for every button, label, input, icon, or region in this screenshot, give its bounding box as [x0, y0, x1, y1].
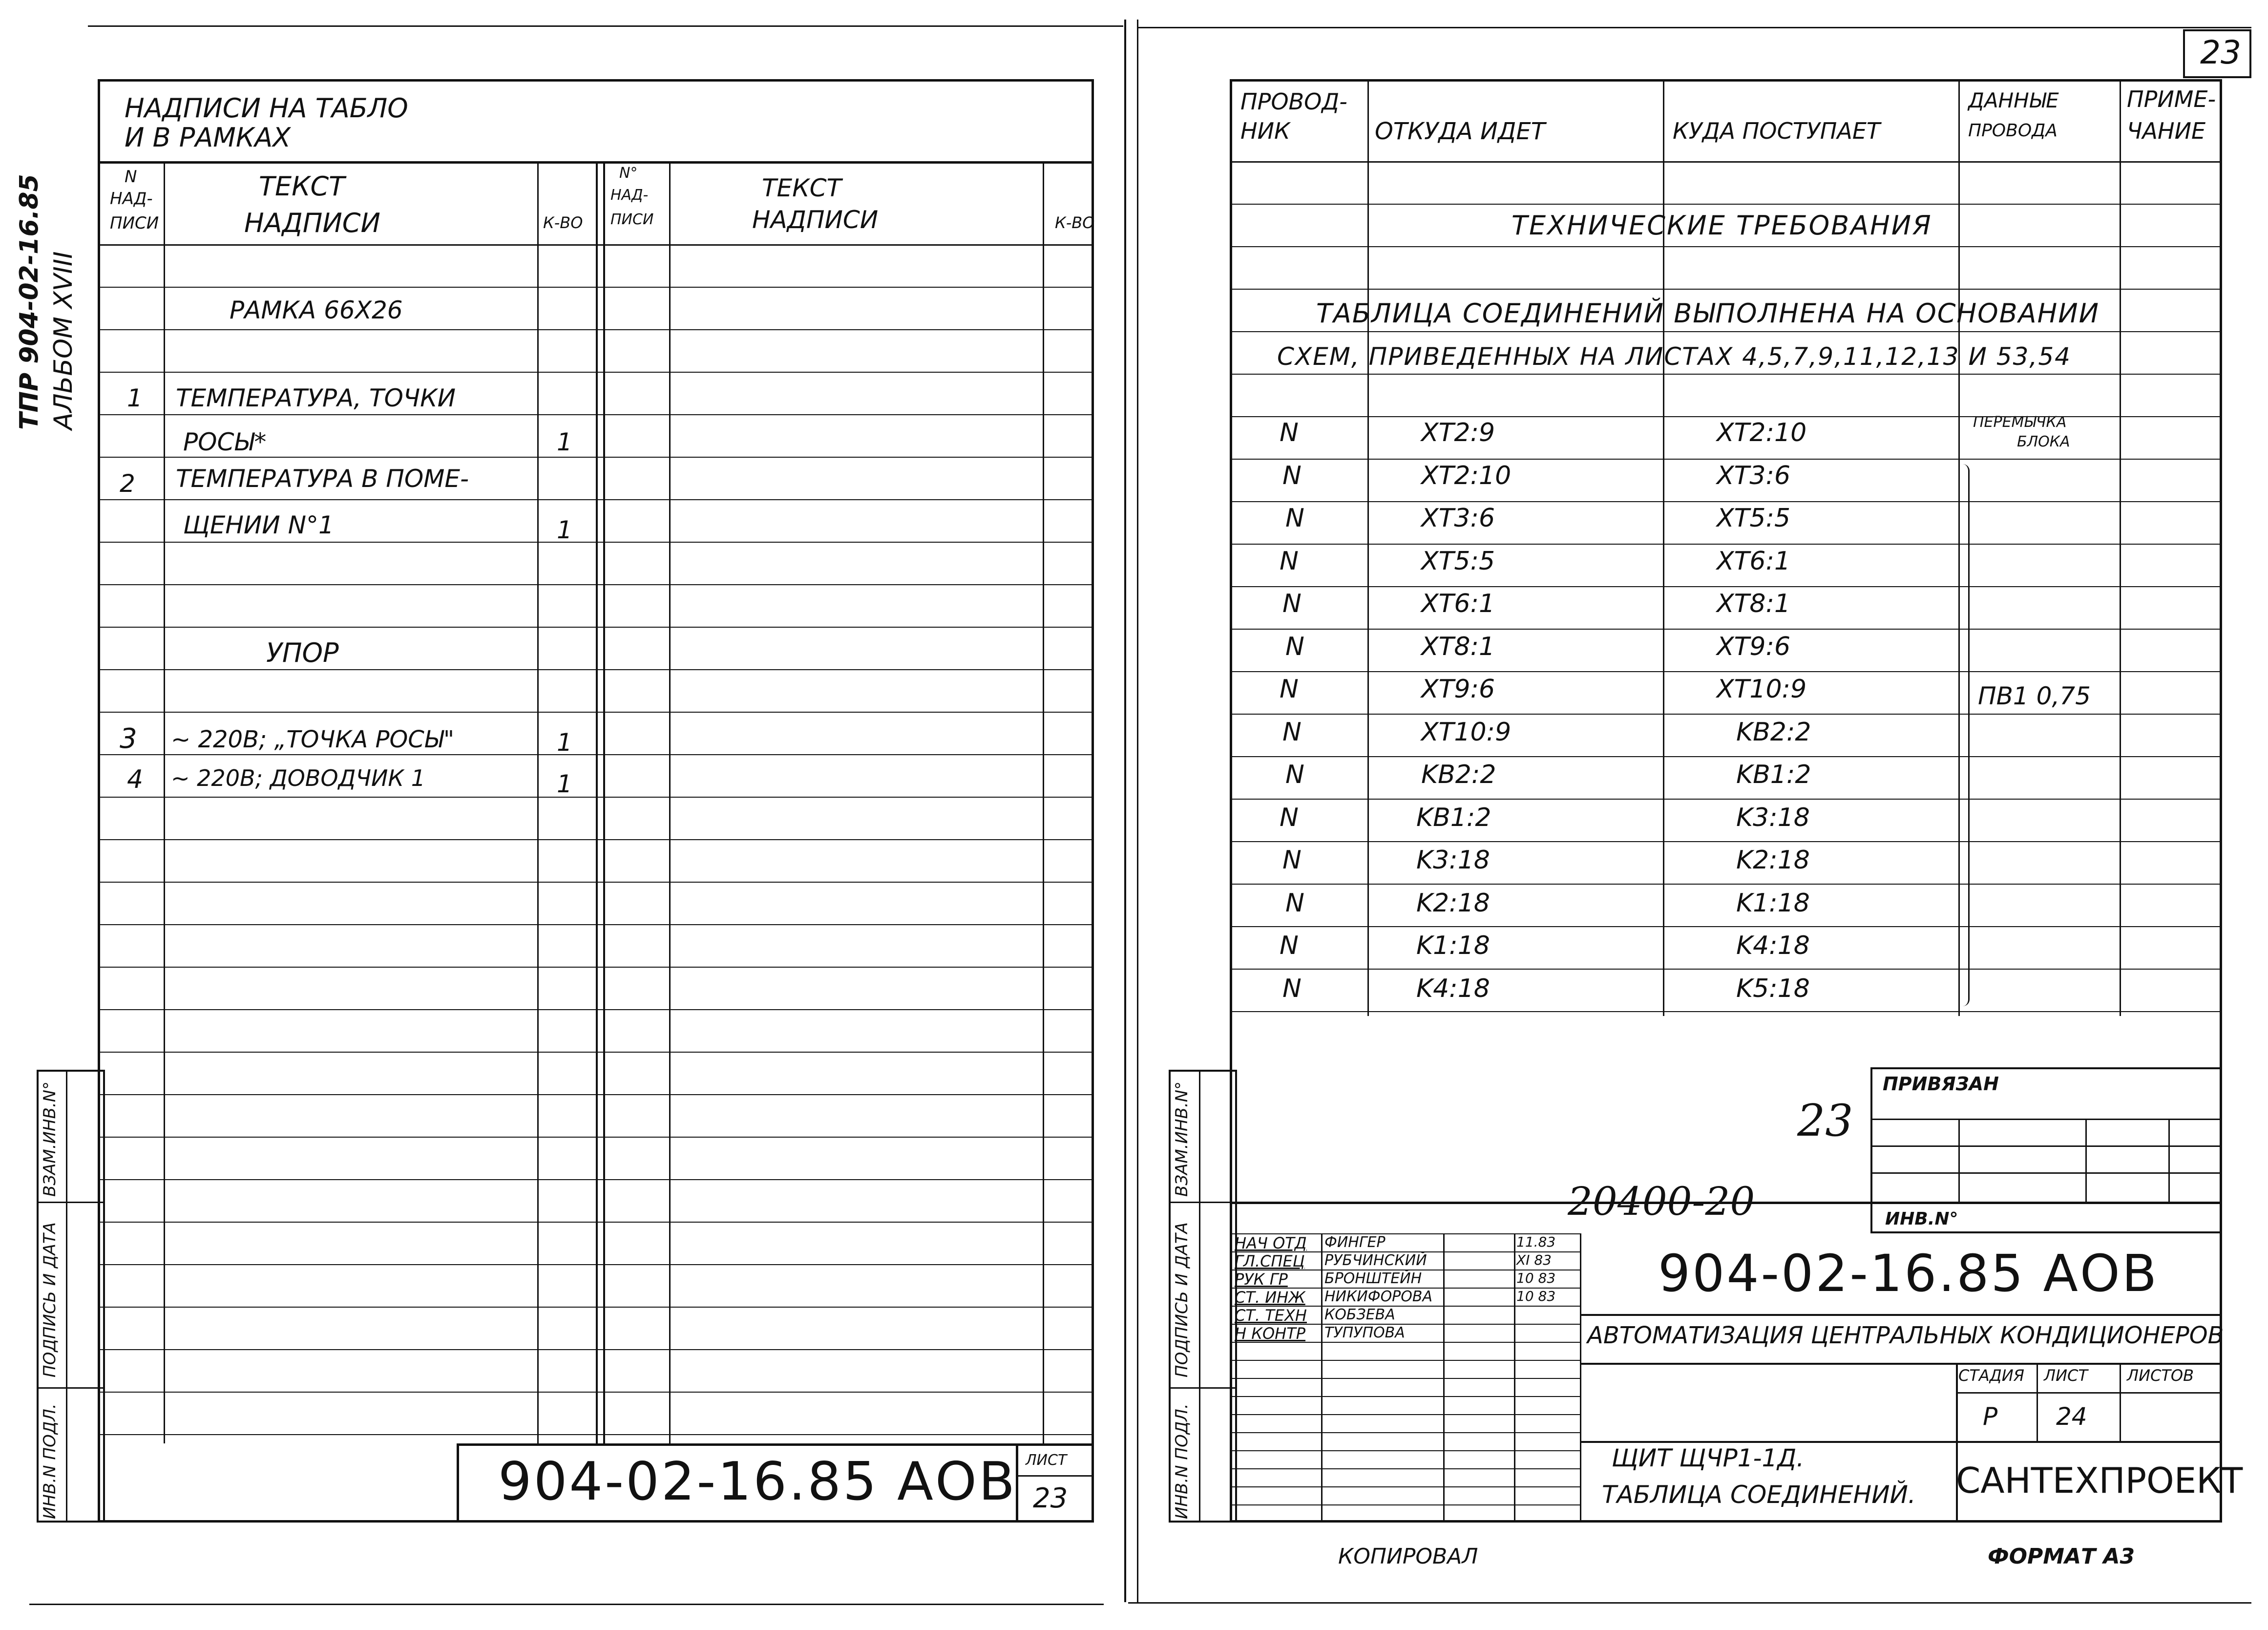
- bottom-cut-line-right: [1128, 1602, 2251, 1604]
- right-row-line-8: [1230, 501, 2222, 502]
- left-row-num-6: 3: [120, 723, 137, 755]
- date-2: 10 83: [1516, 1270, 1556, 1286]
- row-wire-3: N: [1280, 546, 1299, 576]
- stage-header-bottom: [1956, 1392, 2222, 1394]
- drawing-title-1: ЩИТ ЩЧР1-1Д.: [1612, 1444, 1805, 1472]
- project-title: АВТОМАТИЗАЦИЯ ЦЕНТРАЛЬНЫХ КОНДИЦИОНЕРОВ: [1587, 1322, 2224, 1349]
- format-label: ФОРМАТ А3: [1988, 1544, 2135, 1569]
- sheet-value: 24: [2056, 1402, 2087, 1431]
- row-wire-2: N: [1285, 504, 1304, 533]
- wire-data: ПВ1 0,75: [1978, 682, 2091, 710]
- right-stamp-label-1: ИНВ.N ПОДЛ.: [1172, 1403, 1192, 1519]
- row-from-10: K3:18: [1416, 846, 1490, 875]
- row-to-11: K1:18: [1736, 888, 1810, 918]
- row-from-4: XT6:1: [1421, 589, 1495, 618]
- stage-bottom: [1580, 1441, 2222, 1443]
- right-row-line-6: [1230, 416, 2222, 417]
- inv-no-label: ИНВ.N°: [1885, 1209, 1958, 1229]
- left-row-qty-7: 1: [557, 770, 572, 798]
- row-wire-9: N: [1280, 803, 1299, 832]
- left-row-text-6: ~ 220В; „ТОЧКА РОСЫ": [171, 726, 455, 753]
- row-wire-5: N: [1285, 632, 1304, 661]
- sig-row-line-11: [1230, 1432, 1580, 1433]
- left-row-text-5: УПОР: [266, 637, 339, 668]
- row-to-8: KB1:2: [1736, 760, 1811, 789]
- note-line-2: СХЕМ, ПРИВЕДЕННЫХ НА ЛИСТАХ 4,5,7,9,11,12,13 И 53,54: [1277, 342, 2071, 371]
- role-5: Н КОНТР: [1235, 1324, 1306, 1343]
- date-3: 10 83: [1516, 1288, 1556, 1304]
- name-5: ТУПУПОВА: [1324, 1324, 1405, 1341]
- hdr-qty: К-ВО: [543, 213, 583, 232]
- hdr-text-1: ТЕКСТ: [259, 171, 345, 202]
- name-3: НИКИФОРОВА: [1324, 1288, 1432, 1305]
- right-row-line-14: [1230, 756, 2222, 757]
- right-doc-code: 904-02-16.85 АОВ: [1658, 1244, 2159, 1303]
- right-header-bottom: [1230, 161, 2222, 163]
- hdr-num2-2: НАД-: [610, 187, 649, 204]
- right-row-line-9: [1230, 544, 2222, 545]
- right-row-line-10: [1230, 586, 2222, 587]
- hdr-wire-2: НИК: [1240, 118, 1290, 144]
- top-edge-right: [1138, 27, 2251, 28]
- left-row-num-1: 1: [127, 384, 143, 412]
- hdr-note-2: ЧАНИЕ: [2127, 118, 2206, 144]
- left-row-text-0: РАМКА 66Х26: [230, 296, 403, 324]
- name-4: КОБЗЕВА: [1324, 1306, 1395, 1323]
- privy-v2: [2085, 1119, 2087, 1202]
- jumper-note-2: БЛОКА: [2017, 433, 2070, 450]
- privy-v1: [1958, 1119, 1960, 1202]
- row-from-9: KB1:2: [1416, 803, 1491, 832]
- row-wire-0: N: [1280, 418, 1299, 447]
- left-row-text-2: РОСЫ*: [183, 428, 267, 456]
- sig-row-line-14: [1230, 1486, 1580, 1487]
- side-label-1: ТПР 904-02-16.85: [15, 174, 44, 430]
- copied-label: КОПИРОВАЛ: [1338, 1544, 1478, 1569]
- right-row-line-3: [1230, 289, 2222, 290]
- row-to-9: K3:18: [1736, 803, 1810, 832]
- left-row-text-3: ТЕМПЕРАТУРА В ПОМЕ-: [176, 465, 469, 493]
- hdr-text-2: НАДПИСИ: [244, 208, 380, 238]
- right-row-line-20: [1230, 1011, 2222, 1012]
- left-row-qty-6: 1: [557, 728, 572, 757]
- row-wire-10: N: [1282, 846, 1302, 875]
- row-wire-12: N: [1280, 931, 1299, 960]
- title-bottom: [1580, 1363, 2222, 1365]
- right-row-line-12: [1230, 671, 2222, 672]
- sheet-col: [2037, 1363, 2038, 1441]
- row-to-7: KB2:2: [1736, 717, 1811, 747]
- stage-value: Р: [1983, 1402, 1998, 1431]
- hdr-data-2: ПРОВОДА: [1968, 121, 2058, 141]
- sig-row-line-8: [1230, 1378, 1580, 1379]
- right-row-line-16: [1230, 841, 2222, 842]
- row-from-0: XT2:9: [1421, 418, 1495, 447]
- left-row-qty-4: 1: [557, 516, 572, 544]
- row-wire-8: N: [1285, 760, 1304, 789]
- name-2: БРОНШТЕЙН: [1324, 1270, 1422, 1287]
- row-to-2: XT5:5: [1717, 504, 1791, 533]
- sheets-label: ЛИСТОВ: [2127, 1366, 2194, 1385]
- privyazan-label: ПРИВЯЗАН: [1883, 1073, 1999, 1095]
- right-stamp-label-2: ПОДПИСЬ И ДАТА: [1172, 1222, 1192, 1377]
- row-wire-11: N: [1285, 888, 1304, 918]
- hdr-qty2: К-ВО: [1055, 213, 1095, 232]
- hdr-to: КУДА ПОСТУПАЕТ: [1673, 118, 1880, 144]
- row-to-12: K4:18: [1736, 931, 1810, 960]
- right-row-line-2: [1230, 246, 2222, 247]
- row-from-3: XT5:5: [1421, 546, 1495, 576]
- row-to-3: XT6:1: [1717, 546, 1791, 576]
- sig-row-line-13: [1230, 1468, 1580, 1469]
- row-wire-4: N: [1282, 589, 1302, 618]
- hdr-num2-3: ПИСИ: [610, 211, 654, 228]
- left-row-text-7: ~ 220В; ДОВОДЧИК 1: [171, 765, 425, 791]
- left-stamp-label-1: ИНВ.N ПОДЛ.: [40, 1403, 60, 1519]
- left-row-qty-2: 1: [557, 428, 572, 456]
- hdr-data-1: ДАННЫЕ: [1968, 88, 2059, 112]
- tech-title: ТЕХНИЧЕСКИЕ ТРЕБОВАНИЯ: [1512, 210, 1932, 241]
- right-col-note-line: [2120, 79, 2121, 1016]
- row-to-1: XT3:6: [1717, 461, 1791, 490]
- hdr-num-3: ПИСИ: [110, 213, 159, 233]
- hdr-text2-1: ТЕКСТ: [762, 174, 842, 202]
- left-row-num-7: 4: [127, 765, 144, 794]
- handwritten-number: 20400-20: [1568, 1179, 1755, 1224]
- right-col-from-line: [1367, 79, 1369, 1016]
- row-to-10: K2:18: [1736, 846, 1810, 875]
- right-row-line-7: [1230, 459, 2222, 460]
- role-3: СТ. ИНЖ: [1235, 1288, 1305, 1307]
- left-stamp-label-3: ВЗАМ.ИНВ.N°: [40, 1081, 60, 1197]
- sig-col-end: [1580, 1233, 1581, 1523]
- sheet-number: 23: [2200, 34, 2241, 71]
- stage-label: СТАДИЯ: [1958, 1366, 2024, 1385]
- name-1: РУБЧИНСКИЙ: [1324, 1252, 1427, 1269]
- row-from-1: XT2:10: [1421, 461, 1512, 490]
- privy-h4: [1870, 1202, 2222, 1203]
- right-row-line-17: [1230, 884, 2222, 885]
- right-row-line-4: [1230, 331, 2222, 332]
- hdr-wire-1: ПРОВОД-: [1240, 88, 1347, 115]
- row-to-6: XT10:9: [1717, 675, 1807, 704]
- hdr-text2-2: НАДПИСИ: [752, 206, 879, 234]
- sig-row-line-15: [1230, 1504, 1580, 1505]
- note-line-1: ТАБЛИЦА СОЕДИНЕНИЙ ВЫПОЛНЕНА НА ОСНОВАНИИ: [1316, 298, 2100, 329]
- right-row-line-1: [1230, 204, 2222, 205]
- row-from-13: K4:18: [1416, 974, 1490, 1003]
- section-title-1: НАДПИСИ НА ТАБЛО: [125, 93, 408, 124]
- hdr-num-2: НАД-: [110, 189, 153, 209]
- row-from-5: XT8:1: [1421, 632, 1495, 661]
- row-to-13: K5:18: [1736, 974, 1810, 1003]
- section-title-2: И В РАМКАХ: [125, 122, 291, 153]
- right-stamp-split: [1199, 1070, 1200, 1523]
- left-row-text-4: ЩЕНИИ N°1: [183, 511, 334, 539]
- row-wire-6: N: [1280, 675, 1299, 704]
- handwritten-23: 23: [1797, 1095, 1853, 1146]
- hdr-num2-1: N°: [619, 165, 638, 182]
- name-0: ФИНГЕР: [1324, 1234, 1386, 1251]
- privy-v3: [2168, 1119, 2170, 1202]
- sig-row-line-12: [1230, 1450, 1580, 1451]
- date-0: 11.83: [1516, 1234, 1556, 1250]
- right-row-line-13: [1230, 714, 2222, 715]
- jumper-note-1: ПЕРЕМЫЧКА: [1973, 414, 2067, 431]
- role-1: ГЛ.СПЕЦ: [1235, 1252, 1305, 1270]
- code-bottom: [1580, 1314, 2222, 1316]
- row-wire-13: N: [1282, 974, 1302, 1003]
- right-stamp-h1: [1169, 1202, 1237, 1203]
- sig-row-line-7: [1230, 1360, 1580, 1361]
- left-sheet-label: ЛИСТ: [1026, 1452, 1067, 1469]
- sheet-label: ЛИСТ: [2044, 1366, 2088, 1385]
- row-to-0: XT2:10: [1717, 418, 1807, 447]
- right-row-line-18: [1230, 926, 2222, 927]
- right-row-line-11: [1230, 629, 2222, 630]
- row-wire-1: N: [1282, 461, 1302, 490]
- row-from-11: K2:18: [1416, 888, 1490, 918]
- organization: САНТЕХПРОЕКТ: [1956, 1460, 2243, 1501]
- left-row-text-1: ТЕМПЕРАТУРА, ТОЧКИ: [176, 384, 456, 412]
- jumper-bracket: [1958, 464, 1970, 1006]
- drawing-title-2: ТАБЛИЦА СОЕДИНЕНИЙ.: [1602, 1481, 1916, 1509]
- row-to-4: XT8:1: [1717, 589, 1791, 618]
- row-from-2: XT3:6: [1421, 504, 1495, 533]
- left-doc-code: 904-02-16.85 АОВ: [498, 1451, 1017, 1512]
- hdr-num-1: N: [125, 167, 137, 187]
- hdr-note-1: ПРИМЕ-: [2127, 86, 2216, 112]
- side-label-2: АЛЬБОМ XVIII: [49, 251, 78, 430]
- row-wire-7: N: [1282, 717, 1302, 747]
- row-to-5: XT9:6: [1717, 632, 1791, 661]
- right-row-line-15: [1230, 799, 2222, 800]
- right-stamp-h2: [1169, 1387, 1237, 1389]
- hdr-from: ОТКУДА ИДЕТ: [1375, 118, 1546, 145]
- row-from-8: KB2:2: [1421, 760, 1496, 789]
- sig-row-line-10: [1230, 1414, 1580, 1415]
- sheets-col: [2120, 1363, 2121, 1441]
- role-4: СТ. ТЕХН: [1235, 1306, 1307, 1325]
- role-2: РУК ГР: [1235, 1270, 1288, 1289]
- left-stamp-label-2: ПОДПИСЬ И ДАТА: [40, 1222, 60, 1377]
- role-0: НАЧ ОТД: [1235, 1234, 1307, 1252]
- date-1: XI 83: [1516, 1252, 1552, 1268]
- right-row-line-19: [1230, 969, 2222, 970]
- row-from-7: XT10:9: [1421, 717, 1512, 747]
- sig-row-line-9: [1230, 1396, 1580, 1397]
- row-from-6: XT9:6: [1421, 675, 1495, 704]
- left-sheet-value: 23: [1033, 1482, 1068, 1514]
- left-row-num-3: 2: [120, 469, 135, 498]
- right-stamp-label-3: ВЗАМ.ИНВ.N°: [1172, 1081, 1192, 1197]
- right-row-line-5: [1230, 374, 2222, 375]
- row-from-12: K1:18: [1416, 931, 1490, 960]
